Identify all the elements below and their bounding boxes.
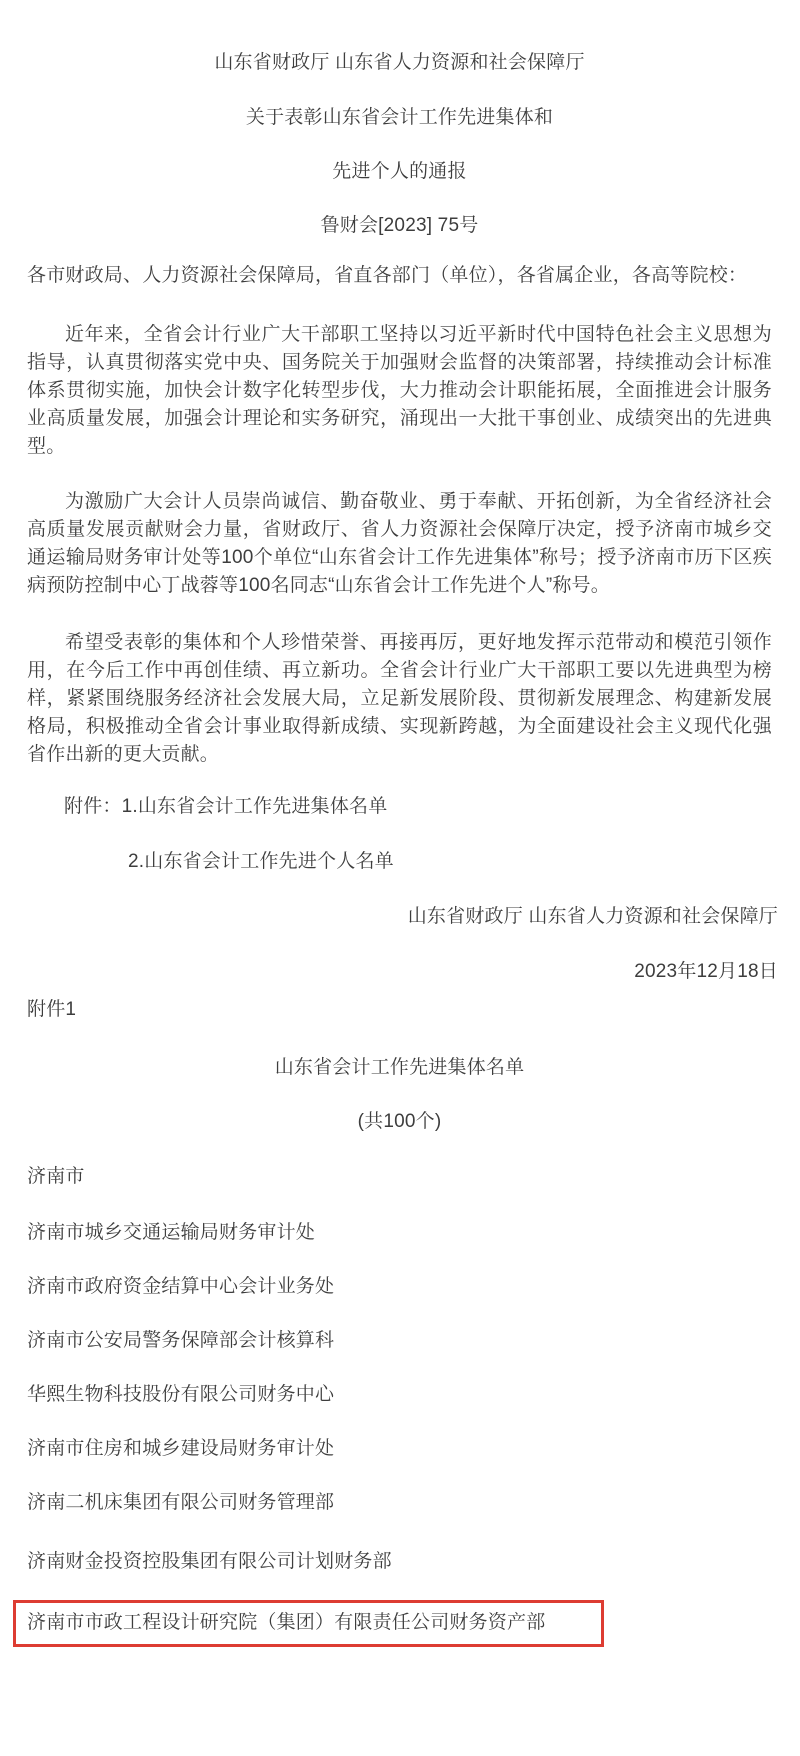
attachment-item-1: 1.山东省会计工作先进集体名单 <box>121 796 388 817</box>
notice-document <box>0 49 800 1687</box>
appendix-label: 附件1 <box>27 999 77 1020</box>
org-title: 山东省财政厅 山东省人力资源和社会保障厅 <box>214 52 585 73</box>
attachment-line-1 <box>27 793 772 821</box>
paragraph-3: 希望受表彰的集体和个人珍惜荣誉、再接再厉，更好地发挥示范带动和模范引领作用，在今后工作中再创佳绩、再立新功。全省会计行业广大干部职工要以先进典型为榜样，紧紧围绕服务经济社会发展大局，立足新发展阶段、贯彻新发展理念、构建新发展格局，积极推动全省会计事业取得新成绩、实现新跨越，为全面建设社会主义现代化强省作出新的更大贡献。 <box>27 632 772 765</box>
list-item: 济南市住房和城乡建设局财务审计处 <box>27 1438 335 1459</box>
subject-line-1: 关于表彰山东省会计工作先进集体和 <box>245 107 554 128</box>
list-item: 济南二机床集团有限公司财务管理部 <box>27 1492 335 1513</box>
list-item: 济南财金投资控股集团有限公司计划财务部 <box>27 1551 392 1572</box>
doc-number: 鲁财会[2023] 75号 <box>320 215 479 236</box>
list-item: 济南市城乡交通运输局财务审计处 <box>27 1222 316 1243</box>
paragraph-1: 近年来，全省会计行业广大干部职工坚持以习近平新时代中国特色社会主义思想为指导，认真贯彻落实党中央、国务院关于加强财会监督的决策部署，持续推动会计标准体系贯彻实施，加快会计数字化转型步伐，大力推动会计职能拓展，全面推进会计服务业高质量发展，加强会计理论和实务研究，涌现出一大批干事创业、成绩突出的先进典型。 <box>27 324 772 457</box>
highlighted-list-item: 济南市市政工程设计研究院（集团）有限责任公司财务资产部 <box>27 1612 546 1633</box>
city-heading: 济南市 <box>27 1166 85 1187</box>
appendix-title: 山东省会计工作先进集体名单 <box>274 1057 525 1078</box>
attachment-item-2: 2.山东省会计工作先进个人名单 <box>128 851 394 872</box>
attachments-label: 附件： <box>64 796 122 817</box>
list-item: 济南市公安局警务保障部会计核算科 <box>27 1330 335 1351</box>
appendix-count: (共100个) <box>357 1111 442 1132</box>
list-item: 华熙生物科技股份有限公司财务中心 <box>27 1384 335 1405</box>
highlight-box <box>13 1600 604 1647</box>
subject-line-2: 先进个人的通报 <box>332 161 467 182</box>
list-item: 济南市政府资金结算中心会计业务处 <box>27 1276 335 1297</box>
attachment-line-2 <box>27 848 772 876</box>
signature: 山东省财政厅 山东省人力资源和社会保障厅 <box>407 906 778 927</box>
paragraph-2: 为激励广大会计人员崇尚诚信、勤奋敬业、勇于奉献、开拓创新，为全省经济社会高质量发展贡献财会力量，省财政厅、省人力资源社会保障厅决定，授予济南市城乡交通运输局财务审计处等100个单位“山东省会计工作先进集体”称号；授予济南市历下区疾病预防控制中心丁战蓉等100名同志“山东省会计工作先进个人”称号。 <box>27 491 772 596</box>
issue-date: 2023年12月18日 <box>634 961 778 982</box>
salutation: 各市财政局、人力资源社会保障局，省直各部门（单位），各省属企业，各高等院校： <box>27 265 748 286</box>
